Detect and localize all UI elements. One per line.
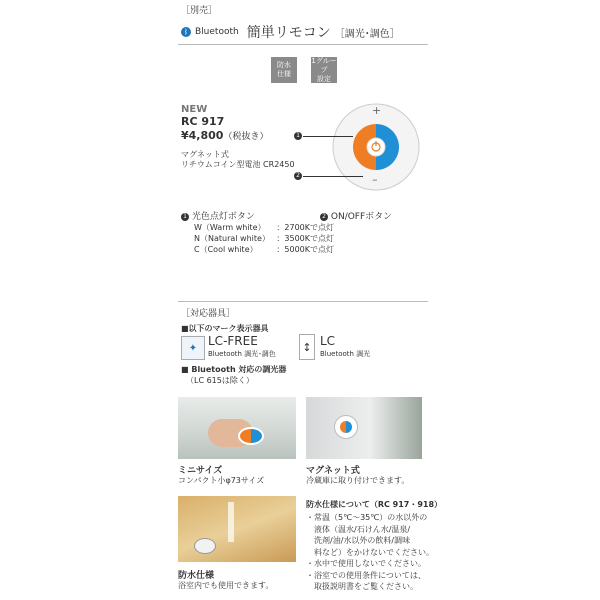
plus-button[interactable]: +	[372, 104, 382, 117]
callout-2: 2	[294, 172, 302, 180]
minus-button[interactable]: –	[372, 173, 378, 186]
lc-sub: Bluetooth 調光	[320, 350, 371, 358]
model-number: RC 917	[181, 115, 225, 128]
compat-divider	[178, 301, 428, 302]
note-line: ・浴室での使用条件については、	[306, 570, 426, 580]
legend-title-1: 光色点灯ボタン	[191, 212, 255, 222]
callout-1: 1	[294, 132, 302, 140]
feature-battery: リチウムコイン型電池 CR2450	[181, 160, 295, 169]
remote-on-fridge	[334, 415, 358, 439]
page-title-suffix: ［調光･調色］	[334, 28, 400, 40]
note-line: 液体（温水/石けん水/温泉/	[306, 524, 411, 534]
remote-illustration	[331, 102, 421, 192]
magnet-photo	[306, 397, 422, 459]
note-line: 取扱説明書をご覧ください。	[306, 582, 418, 591]
color-temp-row: N（Natural white） ：3500Kで点灯	[194, 234, 334, 243]
remote-in-hand	[238, 427, 264, 445]
legend-num-2: 2	[320, 213, 328, 221]
bluetooth-label: Bluetooth	[195, 27, 239, 37]
note-line: ・水中で使用しないでください。	[306, 559, 426, 568]
mini-size-title: ミニサイズ	[178, 466, 223, 476]
mark-heading: ■以下のマーク表示器具	[181, 324, 269, 333]
callout-line-1	[303, 136, 353, 137]
waterproof-note-title: 防水仕様について（RC 917・918）	[306, 500, 443, 509]
lc-title: LC	[320, 334, 336, 348]
color-temp-list	[194, 222, 334, 255]
waterproof-desc: 浴室内でも使用できます。	[178, 581, 274, 590]
page-title: 簡単リモコン	[246, 25, 331, 41]
lc-icon: ↕	[299, 334, 315, 360]
waterproof-badge: 防水 仕様	[271, 57, 297, 83]
feature-magnet: マグネット式	[181, 150, 229, 159]
legend-title-2: ON/OFFボタン	[330, 212, 393, 222]
lcfree-title: LC-FREE	[208, 334, 258, 348]
tax-note: （税抜き）	[223, 132, 269, 142]
lcfree-sub: Bluetooth 調光･調色	[208, 350, 276, 358]
bt-dimmer-note: （LC 615は除く）	[186, 376, 254, 385]
waterproof-photo	[178, 496, 296, 562]
legend-item-2	[320, 209, 392, 222]
compat-section-title: ［対応器具］	[181, 309, 236, 319]
group-badge: 1グループ 設定	[311, 56, 337, 83]
header-divider	[178, 44, 428, 45]
remote-wet	[194, 538, 216, 554]
note-line: ・常温（5℃〜35℃）の水以外の	[306, 513, 428, 522]
bluetooth-icon: ᛒ	[181, 27, 191, 37]
color-temp-row: C（Cool white） ：5000Kで点灯	[194, 245, 334, 254]
price-row	[181, 129, 268, 142]
note-line: 洗剤/油/水以外の飲料/調味	[306, 536, 411, 545]
new-label: NEW	[181, 104, 208, 115]
category-label: ［別売］	[181, 6, 218, 16]
bt-dimmer-heading: ■ Bluetooth 対応の調光器	[181, 365, 287, 374]
mini-size-photo	[178, 397, 296, 459]
color-temp-row: W（Warm white） ：2700Kで点灯	[194, 223, 334, 232]
price: ¥4,800	[181, 129, 224, 142]
lcfree-icon: ✦	[181, 336, 205, 360]
callout-line-2	[303, 176, 363, 177]
waterproof-title: 防水仕様	[178, 571, 215, 581]
legend-num-1: 1	[181, 213, 189, 221]
magnet-desc: 冷蔵庫に取り付けできます。	[306, 476, 410, 485]
header-title-row	[181, 22, 400, 42]
magnet-title: マグネット式	[306, 466, 360, 476]
mini-size-desc: コンパクト小φ73サイズ	[178, 476, 265, 485]
legend-item-1	[181, 209, 255, 222]
note-line: 料など）をかけないでください。	[306, 547, 434, 557]
waterproof-notes	[306, 512, 434, 593]
